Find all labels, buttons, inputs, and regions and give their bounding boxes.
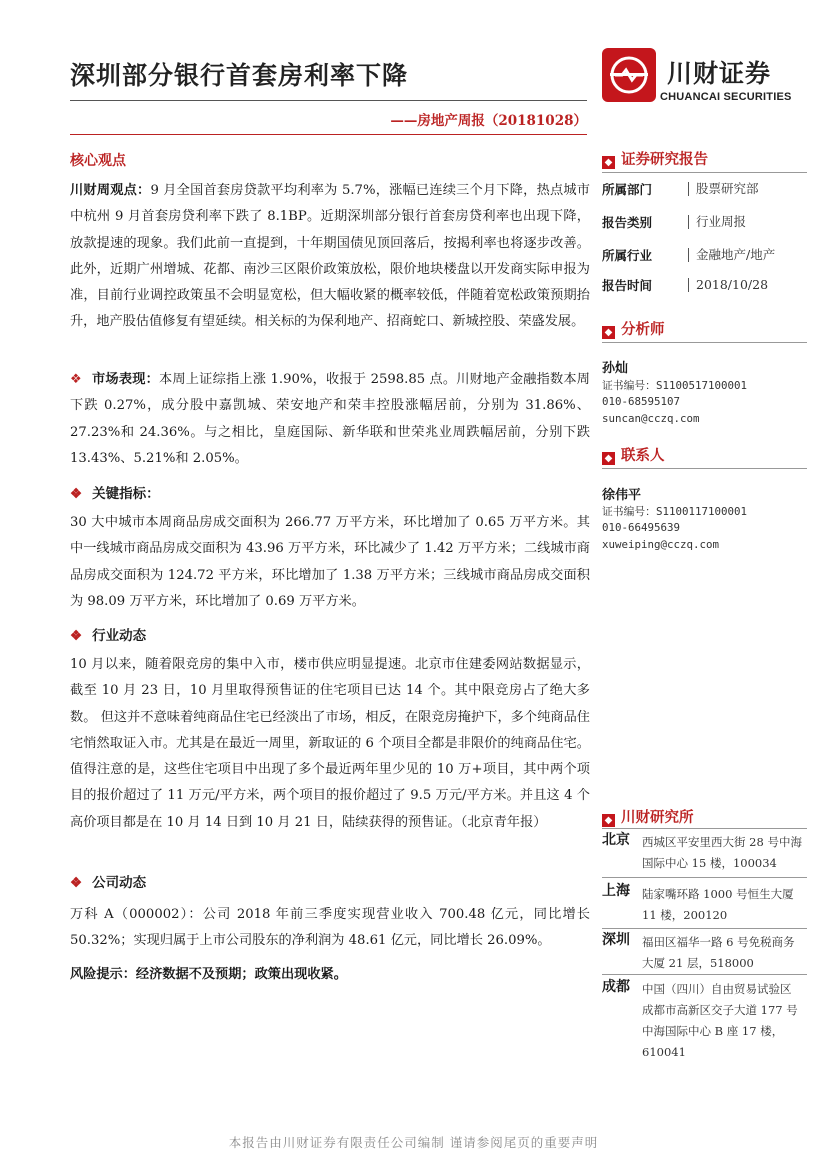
info-row-department: 所属部门 股票研究部 [602,181,759,197]
contact-heading: ◆ 联系人 [602,444,665,465]
analyst-cert: 证书编号：S1100517100001 [602,379,747,392]
diamond-bullet-icon: ❖ [70,486,83,502]
info-row-category: 报告类别 行业周报 [602,214,747,230]
sidebar-divider [602,342,807,343]
industry-heading: ❖ 行业动态 [70,628,147,644]
logo-name-en: CHUANCAI SECURITIES [660,91,792,103]
contact-cert: 证书编号：S1100117100001 [602,505,747,518]
indicators-heading: ❖ 关键指标： [70,486,160,502]
section-marker-icon: ◆ [602,326,615,339]
company-logo-icon [602,48,656,102]
office-address: 陆家嘴环路 1000 号恒生大厦 11 楼，200120 [642,887,794,922]
title-divider [70,100,587,101]
page-footer: 本报告由川财证券有限责任公司编制 谨请参阅尾页的重要声明 [228,1135,599,1150]
risk-warning: 风险提示：经济数据不及预期；政策出现收紧。 [70,967,347,982]
office-address: 西城区平安里西大街 28 号中海国际中心 15 楼，100034 [642,835,802,870]
office-city: 北京 [602,832,630,848]
office-city: 成都 [602,979,630,995]
office-city: 上海 [602,883,630,899]
market-text: 本周上证综指上涨 1.90%，收报于 2598.85 点。川财地产金融指数本周下跌 0.27%，成分股中嘉凯城、荣安地产和荣丰控股涨幅居前，分别为 31.86%、27.23%和 24.36%。与之相比，皇庭国际、新华联和世荣兆业周跌幅居前，分别下跌 13.43%、5.21%和 2.05%。 [70,372,590,466]
page-title: 深圳部分银行首套房利率下降 [70,61,409,90]
core-view-text: 9 月全国首套房贷款平均利率为 5.7%，涨幅已连续三个月下降，热点城市中杭州 9 月首套房贷利率下跌了 8.1BP。近期深圳部分银行首套房贷利率也出现下降，放款提速的现象。我们此前一直提到，十年期国债见顶回落后，按揭利率也将逐步改善。此外，近期广州增城、花都、南沙三区限价政策放松，限价地块楼盘以开发商实际申报为准，目前行业调控政策虽不会明显宽松，但大幅收紧的概率较低，伴随着宽松政策预期抬升，地产股估值修复有望延续。相关标的为保利地产、招商蛇口、新城控股、荣盛发展。 [70,183,590,330]
sidebar-divider [602,172,807,173]
contact-email[interactable]: xuweiping@cczq.com [602,538,720,551]
sidebar-divider [602,877,807,878]
industry-paragraph: 10 月以来，随着限竞房的集中入市，楼市供应明显提速。北京市住建委网站数据显示，截至 10 月 23 日，10 月里取得预售证的住宅项目已达 14 个。其中限竞房占了绝大多数。 但这并不意味着纯商品住宅已经淡出了市场，相反，在限竞房掩护下，多个纯商品住宅悄然取证入市。尤其是在最近一周里，新取证的 6 个项目全都是非限价的纯商品住宅。值得注意的是，这些住宅项目中出现了多个最近两年里少见的 10 万+项目，其中两个项目的报价超过了 11 万元/平方米，两个项目的报价超过了 9.5 万元/平方米。并且这 4 个高价项目都是在 10 月 14 日到 10 月 21 日，陆续获得的预售证。（北京青年报） [70,657,590,830]
market-label: 市场表现： [92,372,159,387]
sidebar-divider [602,828,807,829]
company-heading: ❖ 公司动态 [70,875,147,891]
report-subtitle: ——房地产周报（20181028） [390,113,587,129]
market-paragraph [70,367,590,472]
contact-name: 徐伟平 [602,488,642,503]
company-paragraph: 万科 A（000002）：公司 2018 年前三季度实现营业收入 700.48 亿元，同比增长 50.32%；实现归属于上市公司股东的净利润为 48.61 亿元，同比增长 26.09%。 [70,907,590,949]
indicators-paragraph: 30 大中城市本周商品房成交面积为 266.77 万平方米，环比增加了 0.65 万平方米。其中一线城市商品房成交面积为 43.96 万平方米，环比减少了 1.42 万平方米；二线城市商品房成交面积为 124.72 平方米，环比增加了 1.38 万平方米；三线城市商品房成交面积为 98.09 万平方米，环比增加了 0.69 万平方米。 [70,515,590,609]
section-marker-icon: ◆ [602,156,615,169]
office-city: 深圳 [602,932,630,948]
core-view-label: 川财周观点： [70,183,151,198]
report-type-heading: ◆ 证券研究报告 [602,148,708,169]
section-marker-icon: ◆ [602,814,615,827]
section-marker-icon: ◆ [602,452,615,465]
sidebar-divider [602,974,807,975]
contact-phone: 010-66495639 [602,521,681,534]
office-address: 中国（四川）自由贸易试验区成都市高新区交子大道 177 号中海国际中心 B 座 17 楼，610041 [642,982,798,1059]
logo-name-cn: 川财证券 [667,59,772,88]
diamond-bullet-icon: ❖ [70,628,83,644]
diamond-bullet-icon: ❖ [70,372,83,387]
core-view-paragraph [70,178,590,336]
subtitle-divider [70,134,587,135]
info-row-date: 报告时间 2018/10/28 [602,277,769,293]
core-view-heading: 核心观点 [70,153,126,169]
info-row-industry: 所属行业 金融地产/地产 [602,247,776,263]
office-address: 福田区福华一路 6 号免税商务大厦 21 层，518000 [642,935,795,970]
analyst-phone: 010-68595107 [602,395,681,408]
analyst-name: 孙灿 [602,361,629,376]
analyst-email[interactable]: suncan@cczq.com [602,412,700,425]
sidebar-divider [602,928,807,929]
sidebar-divider [602,468,807,469]
institute-heading: ◆ 川财研究所 [602,806,694,827]
diamond-bullet-icon: ❖ [70,875,83,891]
analyst-heading: ◆ 分析师 [602,318,665,339]
